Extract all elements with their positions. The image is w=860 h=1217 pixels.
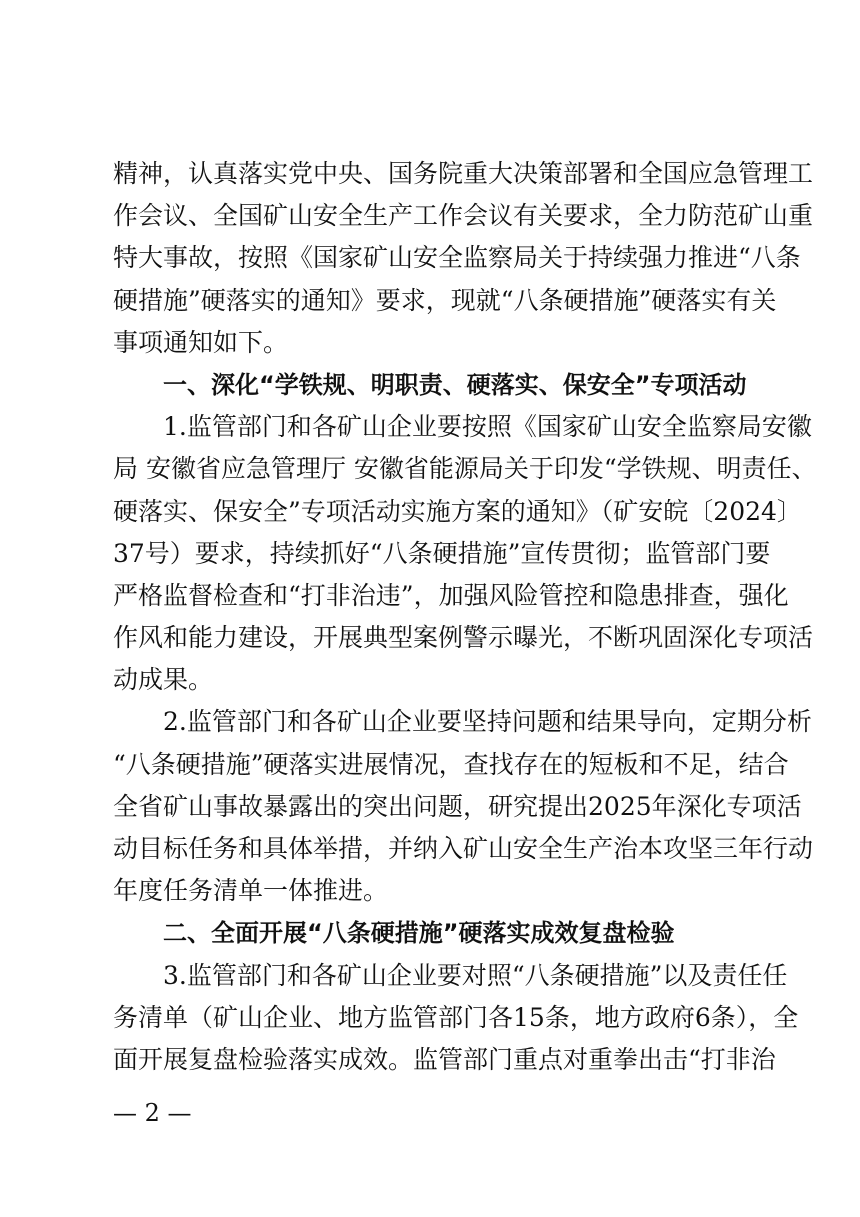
paragraph-1-start: 1.监管部门和各矿山企业要按照《国家矿山安全监察局安徽 — [163, 412, 812, 442]
body-line: 硬落实、保安全”专项活动实施方案的通知》（矿安皖〔2024〕 — [113, 496, 802, 526]
body-line: 动成果。 — [113, 665, 214, 695]
body-line: 严格监督检查和“打非治违”，加强风险管控和隐患排查，强化 — [113, 580, 789, 610]
body-line: 局 安徽省应急管理厅 安徽省能源局关于印发“学铁规、明责任、 — [113, 454, 817, 484]
body-line: 作会议、全国矿山安全生产工作会议有关要求，全力防范矿山重 — [113, 201, 814, 231]
paragraph-3-start: 3.监管部门和各矿山企业要对照“八条硬措施”以及责任任 — [163, 960, 788, 990]
section-heading-1: 一、深化“学铁规、明职责、硬落实、保安全”专项活动 — [163, 370, 747, 399]
body-line: 精神，认真落实党中央、国务院重大决策部署和全国应急管理工 — [113, 159, 814, 188]
page-number: — 2 — — [113, 1099, 192, 1127]
body-line: 动目标任务和具体举措，并纳入矿山安全生产治本攻坚三年行动 — [113, 834, 814, 863]
body-line: “八条硬措施”硬落实进展情况，查找存在的短板和不足，结合 — [113, 749, 789, 779]
body-line: 全省矿山事故暴露出的突出问题，研究提出2025年深化专项活 — [113, 791, 802, 821]
body-line: 作风和能力建设，开展典型案例警示曝光，不断巩固深化专项活 — [113, 623, 814, 653]
body-line: 务清单（矿山企业、地方监管部门各15条，地方政府6条），全 — [113, 1002, 799, 1032]
body-line: 事项通知如下。 — [113, 327, 289, 357]
body-line: 硬措施”硬落实的通知》要求，现就“八条硬措施”硬落实有关 — [113, 285, 777, 315]
paragraph-2-start: 2.监管部门和各矿山企业要坚持问题和结果导向，定期分析 — [163, 707, 812, 737]
body-line: 年度任务清单一体推进。 — [113, 876, 389, 906]
document-body — [113, 153, 817, 1081]
body-line: 37号）要求，持续抓好“八条硬措施”宣传贯彻；监管部门要 — [113, 538, 771, 568]
section-heading-2: 二、全面开展“八条硬措施”硬落实成效复盘检验 — [163, 919, 675, 948]
body-line: 面开展复盘检验落实成效。监管部门重点对重拳出击“打非治 — [113, 1044, 776, 1074]
body-line: 特大事故，按照《国家矿山安全监察局关于持续强力推进“八条 — [113, 243, 801, 273]
